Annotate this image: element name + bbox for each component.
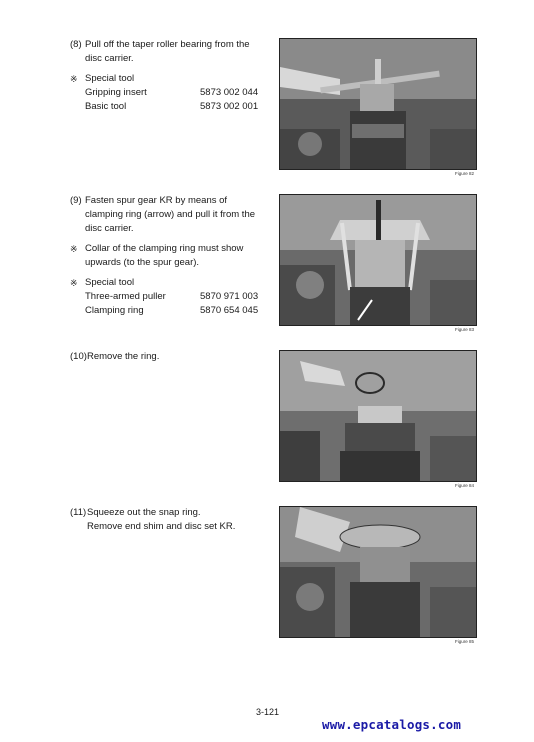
step-11: [70, 506, 260, 534]
step-number: (11): [70, 507, 87, 518]
figure-caption: Figure 85: [454, 639, 474, 644]
figure-caption: Figure 84: [454, 483, 474, 488]
step-number: (8): [70, 39, 82, 50]
tool-code: 5870 654 045: [200, 305, 259, 316]
tool-heading: Special tool: [85, 73, 135, 84]
step-text-line-2: Remove end shim and disc set KR.: [87, 521, 236, 532]
step-number: (9): [70, 195, 82, 206]
page-number: 3-121: [256, 707, 280, 717]
tool-code: 5873 002 044: [200, 87, 259, 98]
tool-code: 5873 002 001: [200, 101, 259, 112]
note-symbol: ※: [70, 74, 78, 84]
figure-85-photo: [279, 506, 477, 638]
tool-row: [70, 86, 260, 100]
tool-name: Three-armed puller: [85, 291, 166, 302]
tool-code: 5870 971 003: [200, 291, 259, 302]
step-9: [70, 194, 260, 318]
step-8: [70, 38, 260, 114]
step-text: Squeeze out the snap ring.: [87, 507, 201, 518]
figure-caption: Figure 82: [454, 171, 474, 176]
step-text: Fasten spur gear KR by means of clamping ring (arrow) and pull it from the disc carrier.: [85, 195, 256, 234]
figure-84-photo: [279, 350, 477, 482]
watermark: www.epcatalogs.com: [322, 717, 462, 732]
figure-82-photo: [279, 38, 477, 170]
step-number: (10): [70, 351, 87, 362]
tool-row: [70, 304, 260, 318]
tool-row: [70, 100, 260, 114]
tool-heading: Special tool: [85, 277, 135, 288]
step-10: [70, 350, 260, 364]
figure-caption: Figure 83: [454, 327, 474, 332]
tool-name: Gripping insert: [85, 87, 147, 98]
step-text: Pull off the taper roller bearing from the disc carrier.: [85, 39, 250, 64]
tool-name: Clamping ring: [85, 305, 144, 316]
step-text: Remove the ring.: [87, 351, 160, 362]
note-symbol: ※: [70, 244, 78, 254]
note-text: Collar of the clamping ring must show upwards (to the spur gear).: [85, 243, 244, 268]
figure-83-photo: [279, 194, 477, 326]
tool-row: [70, 290, 260, 304]
tool-name: Basic tool: [85, 101, 127, 112]
note-symbol: ※: [70, 278, 78, 288]
